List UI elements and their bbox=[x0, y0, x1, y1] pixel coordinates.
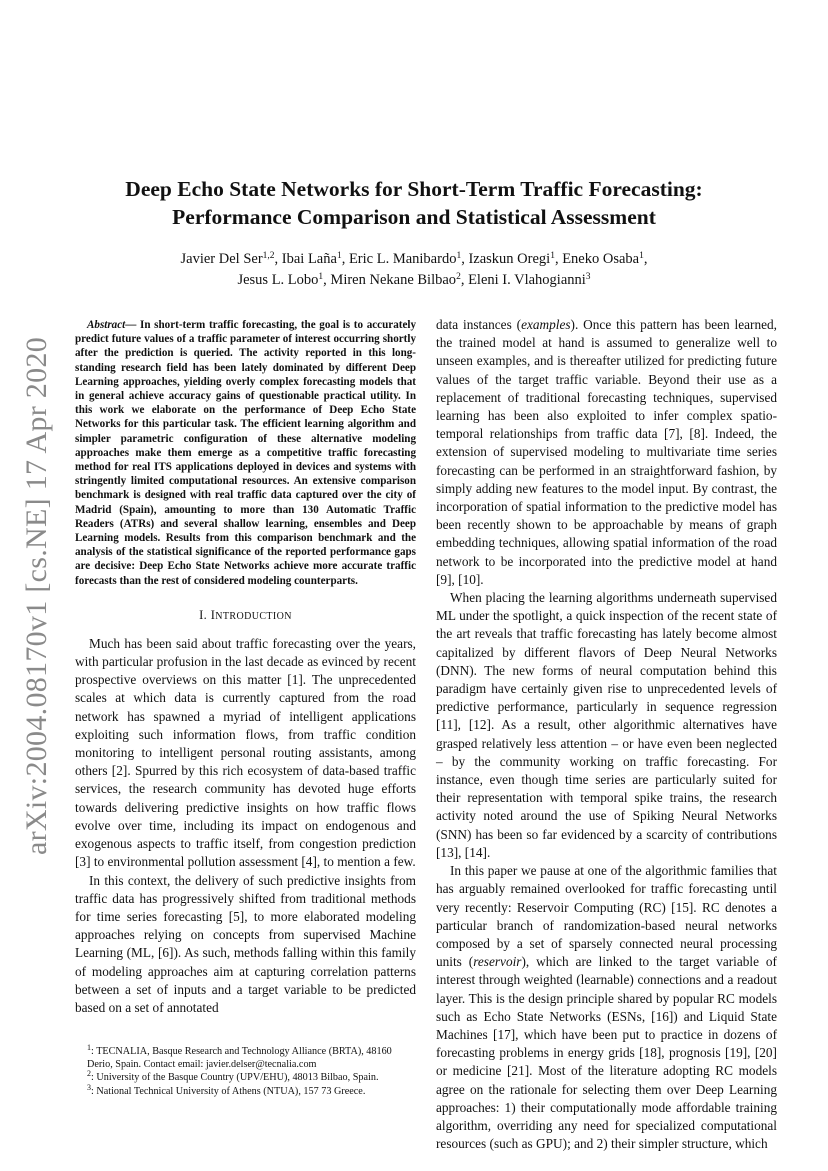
left-column bbox=[75, 318, 416, 1017]
author-list bbox=[60, 249, 768, 291]
footnote-mark: 3 bbox=[87, 1082, 91, 1092]
text-run: In this paper we pause at one of the algorithmic families that has arguably remained overlooked for traffic forecasting until very recently: Reservoir Computing (RC) [15]. RC denotes a particular branch of randomization-based neural networks composed by a set of sparsely connected neural processing units ( bbox=[436, 863, 777, 970]
paper-title bbox=[60, 175, 768, 231]
author-affiliation-mark: 3 bbox=[585, 272, 591, 282]
arxiv-identifier-stamp: arXiv:2004.08170v1 [cs.NE] 17 Apr 2020 bbox=[20, 336, 53, 855]
footnote bbox=[75, 1043, 416, 1071]
author-affiliation-mark: 1 bbox=[336, 251, 342, 261]
author-name: Eleni I. Vlahogianni bbox=[468, 272, 586, 288]
author-name: Eneko Osaba bbox=[562, 251, 640, 267]
right-column bbox=[436, 316, 777, 1153]
author-line-1: Javier Del Ser$^{1,2}$, Ibai Laña$^1$, Eric L. Manibardo$^1$, Izaskun Oregi$^1$, Eneko Osaba$^1$, bbox=[180, 251, 648, 267]
author-name: Ibai Laña bbox=[281, 251, 337, 267]
author-name: Eric L. Manibardo bbox=[348, 251, 457, 267]
abstract: Abstract— In short-term traffic forecasting, the goal is to accurately predict future values of a traffic parameter of interest occurring shortly after the prediction is queried. The activity reported in this long-standing research field has been lately dominated by different Deep Learning approaches, yielding overly complex forecasting models that in general achieve accuracy gains of questionable practical utility. In this work we elaborate on the performance of Deep Echo State Networks for this particular task. The efficient learning algorithm and simpler parametric configuration of these alternative modeling approaches make them emerge as a competitive traffic forecasting method for real ITS applications deployed in devices and systems with stringently limited computational resources. An extensive comparison benchmark is designed with real traffic data captured over the city of Madrid (Spain), amounting to more than 130 Automatic Traffic Readers (ATRs) and several shallow learning, ensembles and Deep Learning models. Results from this comparison benchmark and the analysis of the statistical significance of the reported performance gaps are decisive: Deep Echo State Networks achieve more accurate traffic forecasts than the rest of considered modeling counterparts. bbox=[75, 319, 416, 587]
affiliation-footnotes bbox=[75, 1043, 416, 1099]
intro-paragraph-4 bbox=[436, 862, 777, 1153]
author-affiliation-mark: 1 bbox=[318, 272, 324, 282]
text-run: data instances ( bbox=[436, 317, 522, 332]
section-title-initial: I bbox=[210, 607, 216, 622]
author-line-2: Jesus L. Lobo$^1$, Miren Nekane Bilbao$^2$, Eleni I. Vlahogianni$^3$ bbox=[237, 272, 591, 288]
abstract-label: Abstract bbox=[87, 319, 126, 331]
text-run: ), which are linked to the target variable of interest through weighted (learnable) connections and a readout layer. This is the design principle shared by popular RC models such as Echo State Networks (ESNs, [16]) and Liquid State Machines [17], which have been put to practice in dozens of forecasting problems in energy grids [18], prognosis [19], [20] or medicine [21]. Most of the literature adopting RC models agree on the rationale for selecting them over Deep Learning approaches: 1) their computationally mode affordable training algorithm, overriding any need for specialized computational resources (such as GPU); and 2) their simpler structure, which bbox=[436, 954, 777, 1152]
footnote-text: : University of the Basque Country (UPV/EHU), 48013 Bilbao, Spain. bbox=[91, 1072, 379, 1083]
intro-paragraph-3: When placing the learning algorithms underneath supervised ML under the spotlight, a quick inspection of the recent state of the art reveals that traffic forecasting has lately become almost capitalized by different flavors of Deep Neural Networks (DNN). The new forms of neural computation behind this paradigm have certainly given rise to unprecedented levels of predictive performance, particularly in sequence regression [11], [12]. As a result, other algorithmic alternatives have grasped relatively less attention – or have even been neglected – by the community working on traffic forecasting. For instance, even though time series are particularly suited for their representation with temporal spike trains, the research activity noted around the use of Spiking Neural Networks (SNN) has been so far evidenced by a scarcity of contributions [13], [14]. bbox=[436, 590, 777, 860]
text-run: ). Once this pattern has been learned, the trained model at hand is assumed to generalize well to unseen examples, and is thereafter utilized for predicting future values of the target traffic variable. Beyond their use as a replacement of traditional forecasting techniques, supervised learning has been also exploited to infer complex spatio-temporal relationships from traffic data [7], [8]. Indeed, the extension of supervised modeling to multivariate time series forecasting can be performed in an straightforward fashion, by simply adding new features to the model input. By contrast, the incorporation of spatial information to the predictive model has been recently shown to be approachable by means of graph embedding techniques, allowing spatial information of the road network to be incorporated into the predictive model at hand [9], [10]. bbox=[436, 317, 777, 587]
footnote-mark: 2 bbox=[87, 1069, 91, 1078]
author-affiliation-mark: 1,2 bbox=[262, 251, 275, 261]
author-affiliation-mark: 1 bbox=[550, 251, 555, 261]
author-affiliation-mark: 1 bbox=[456, 251, 462, 261]
text-run-italic: reservoir bbox=[473, 954, 522, 970]
author-name: Miren Nekane Bilbao bbox=[330, 272, 457, 288]
footnote-text: : National Technical University of Athens (NTUA), 157 73 Greece. bbox=[91, 1085, 366, 1097]
text-run-italic: examples bbox=[521, 317, 571, 332]
intro-paragraph-continued bbox=[436, 316, 777, 589]
abstract-text: In short-term traffic forecasting, the goal is to accurately predict future values of a traffic parameter of interest occurring shortly after the prediction is queried. The activity reported in this long-standing research field has been lately dominated by different Deep Learning approaches, yielding overly complex forecasting models that in general achieve accuracy gains of questionable practical utility. In this work we elaborate on the performance of Deep Echo State Networks for this particular task. The efficient learning algorithm and simpler parametric configuration of these alternative modeling approaches make them emerge as a competitive traffic forecasting method for real ITS applications deployed in devices and systems with stringently limited computational resources. An extensive comparison benchmark is designed with real traffic data captured over the city of Madrid (Spain), amounting to more than 130 Automatic Traffic Readers (ATRs) and several shallow learning, ensembles and Deep Learning models. Results from this comparison benchmark and the analysis of the statistical significance of the reported performance gaps are decisive: Deep Echo State Networks achieve more accurate traffic forecasts than the rest of considered modeling counterparts. bbox=[75, 319, 416, 587]
title-line-1: Deep Echo State Networks for Short-Term Traffic Forecasting: bbox=[125, 177, 703, 201]
author-name: Javier Del Ser bbox=[180, 251, 263, 267]
author-name: Jesus L. Lobo bbox=[237, 272, 319, 288]
section-heading-introduction bbox=[75, 608, 416, 623]
intro-paragraph-2: In this context, the delivery of such predictive insights from traffic data has progressively shifted from traditional methods for time series forecasting [5], to more elaborated modeling approaches relying on concepts from supervised Machine Learning (ML, [6]). As such, methods falling within this family of modeling approaches aim at capturing correlation patterns between a set of inputs and a target variable to be predicted based on a set of annotated bbox=[75, 872, 416, 1015]
footnote-mark: 1 bbox=[87, 1043, 91, 1052]
author-affiliation-mark: 1 bbox=[639, 251, 644, 261]
footnote bbox=[75, 1069, 416, 1085]
title-line-2: Performance Comparison and Statistical Assessment bbox=[172, 205, 656, 229]
footnote bbox=[75, 1082, 416, 1099]
author-affiliation-mark: 2 bbox=[456, 272, 461, 282]
section-numeral: I. bbox=[199, 607, 208, 622]
section-title-rest: NTRODUCTION bbox=[215, 610, 292, 622]
author-name: Izaskun Oregi bbox=[468, 251, 551, 267]
footnote-text: : TECNALIA, Basque Research and Technology Alliance (BRTA), 48160 Derio, Spain. Contact email: javier.delser@tecnalia.com bbox=[87, 1046, 392, 1070]
intro-paragraph-1: Much has been said about traffic forecasting over the years, with particular profusion in the last decade as evinced by recent prospective overviews on this matter [1]. The unprecedented scales at which data is currently captured from the road network has spawned a myriad of intelligent applications exploiting such information flows, from traffic condition monitoring to intelligent personal routing assistants, among others [2]. Spurred by this rich ecosystem of data-based traffic services, the research community has devoted huge efforts towards delivering predictive insights on how traffic flows evolve over time, including its impact on endogenous and exogenous aspects to traffic itself, from congestion prediction [3] to environmental pollution assessment [4], to mention a few. bbox=[75, 635, 416, 870]
